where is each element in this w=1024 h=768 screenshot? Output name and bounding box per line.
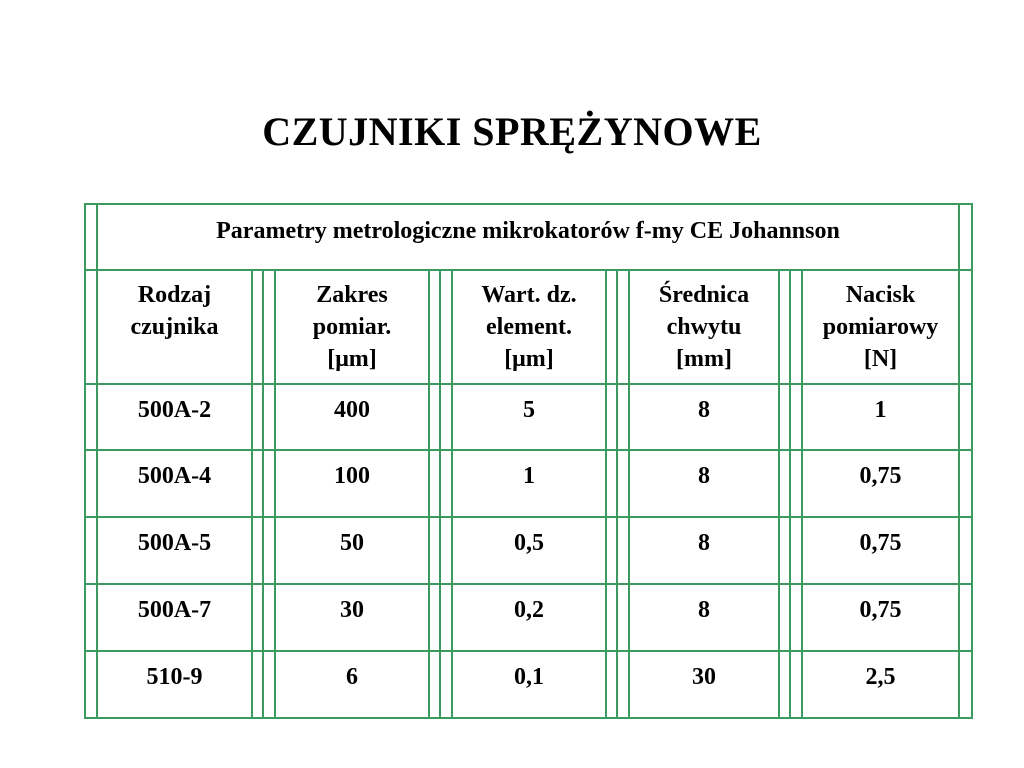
border-right-inner: [958, 203, 960, 719]
cell-r0-c1: 400: [334, 397, 370, 423]
cell-r0-c4: 1: [874, 397, 887, 423]
cell-r4-c0: 510-9: [146, 664, 203, 690]
cell-r2-c0: 500A-5: [137, 530, 212, 556]
rule-caption: [84, 269, 973, 271]
cell-r2-c2: 0,5: [514, 530, 544, 556]
cell-r2-c1: 50: [340, 530, 364, 556]
cell-r1-c2: 1: [523, 463, 535, 489]
metrology-table: [84, 203, 974, 719]
cell-r3-c2: 0,2: [514, 597, 544, 623]
cell-r3-c4: 0,75: [859, 597, 902, 623]
cell-r1-c0: 500A-4: [137, 463, 212, 489]
slide-title: CZUJNIKI SPRĘŻYNOWE: [262, 109, 762, 154]
cell-r4-c3: 30: [692, 664, 716, 690]
cell-r4-c2: 0,1: [514, 664, 544, 690]
cell-r4-c1: 6: [346, 664, 358, 690]
header-pressure: Nacisk pomiarowy [N]: [822, 282, 939, 372]
header-range: Zakres pomiar. [μm]: [312, 282, 392, 372]
cell-r2-c4: 0,75: [859, 530, 902, 556]
header-sensor-type: Rodzaj czujnika: [130, 282, 219, 340]
header-division: Wart. dz. element. [μm]: [481, 282, 577, 372]
cell-r0-c0: 500A-2: [137, 397, 212, 423]
cell-r1-c3: 8: [698, 463, 710, 489]
cell-r2-c3: 8: [698, 530, 710, 556]
cell-r3-c1: 30: [340, 597, 364, 623]
table-caption: Parametry metrologiczne mikrokatorów f-my CE Johannson: [216, 218, 840, 244]
border-left-outer: [84, 203, 86, 719]
cell-r0-c3: 8: [698, 397, 710, 423]
cell-r3-c0: 500A-7: [137, 597, 212, 623]
cell-r1-c1: 100: [334, 463, 370, 489]
header-diameter: Średnica chwytu [mm]: [658, 282, 750, 372]
rule-bottom: [84, 717, 973, 719]
cell-r4-c4: 2,5: [865, 664, 896, 690]
border-right-outer: [971, 203, 973, 719]
cell-r1-c4: 0,75: [859, 463, 902, 489]
cell-r0-c2: 5: [523, 397, 535, 423]
cell-r3-c3: 8: [698, 597, 710, 623]
